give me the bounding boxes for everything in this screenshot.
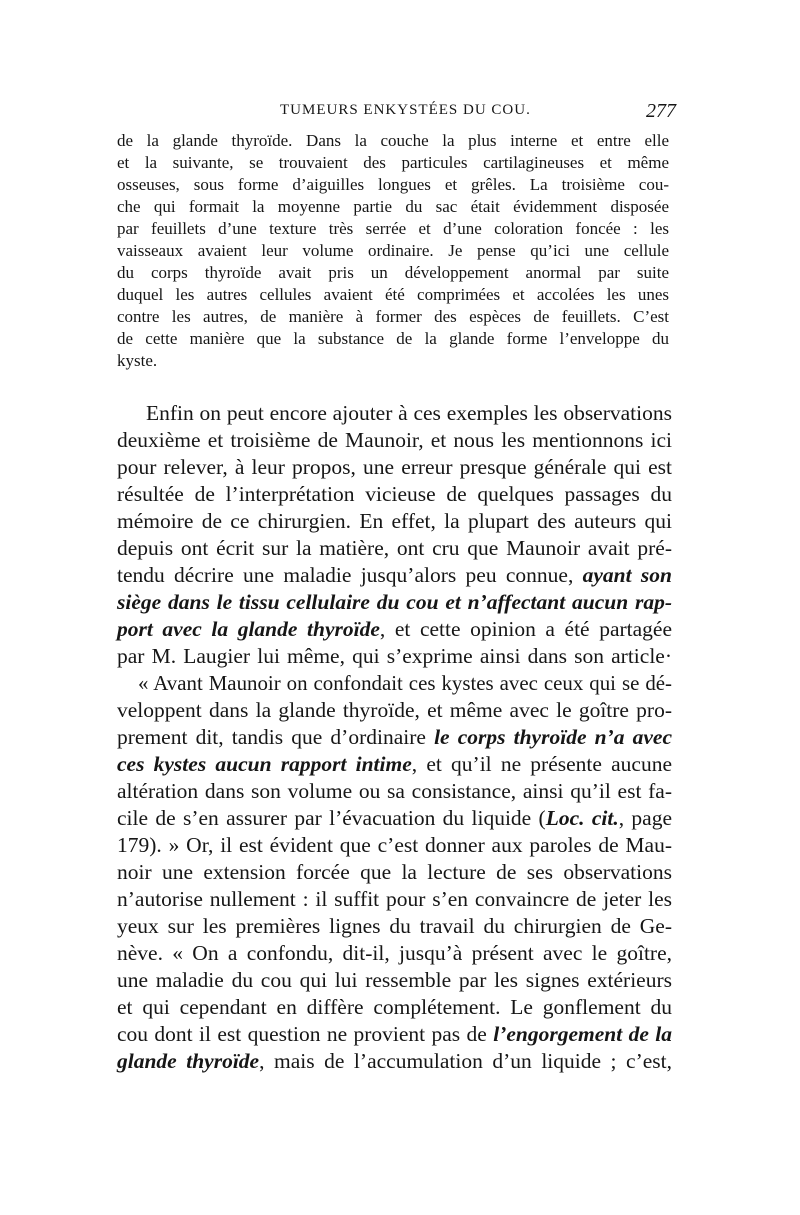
text-run: « Avant Maunoir on confondait ces kystes avec ceux qui se dé- xyxy=(138,671,672,695)
emphasis-run: siège dans le tissu cellulaire du cou et n’affectant aucun rap- xyxy=(117,590,672,614)
text-line: de la glande thyroïde. Dans la couche la plus interne et entre elle xyxy=(117,131,669,150)
text-line xyxy=(146,400,672,427)
text-line xyxy=(117,751,672,778)
text-run: depuis ont écrit sur la matière, ont cru que Maunoir avait pré- xyxy=(117,536,672,560)
emphasis-run: Loc. cit. xyxy=(545,806,619,830)
text-line xyxy=(117,994,672,1021)
text-line: du corps thyroïde avait pris un développement anormal par suite xyxy=(117,263,669,282)
text-line: et la suivante, se trouvaient des particules cartilagineuses et même xyxy=(117,153,669,172)
text-line: duquel les autres cellules avaient été comprimées et accolées les unes xyxy=(117,285,669,304)
text-line: par feuillets d’une texture très serrée et d’une coloration foncée : les xyxy=(117,219,669,238)
text-run: , et cette opinion a été partagée xyxy=(379,617,672,641)
text-line xyxy=(117,481,672,508)
text-run: deuxième et troisième de Maunoir, et nous les mentionnons ici xyxy=(117,428,672,452)
text-line xyxy=(117,832,672,859)
text-line xyxy=(117,913,672,940)
text-run: veloppent dans la glande thyroïde, et même avec le goître pro- xyxy=(117,698,672,722)
text-run: n’autorise nullement : il suffit pour s’en convaincre de jeter les xyxy=(117,887,672,911)
text-run: yeux sur les premières lignes du travail du chirurgien de Ge- xyxy=(117,914,672,938)
text-run: et qui cependant en diffère complétement. Le gonflement du xyxy=(117,995,672,1019)
text-line: contre les autres, de manière à former des espèces de feuillets. C’est xyxy=(117,307,669,326)
text-line: osseuses, sous forme d’aiguilles longues et grêles. La troisième cou- xyxy=(117,175,669,194)
text-line xyxy=(117,805,672,832)
text-line: vaisseaux avaient leur volume ordinaire. Je pense qu’ici une cellule xyxy=(117,241,669,260)
text-run: pour relever, à leur propos, une erreur presque générale qui est xyxy=(117,455,672,479)
emphasis-run: le corps thyroïde n’a avec xyxy=(434,725,672,749)
emphasis-run: glande thyroïde xyxy=(117,1049,260,1073)
text-run: cou dont il est question ne provient pas de xyxy=(117,1022,494,1046)
text-line xyxy=(117,643,672,670)
text-line xyxy=(117,778,672,805)
text-line xyxy=(117,724,672,751)
text-run: tendu décrire une maladie jusqu’alors peu connue, xyxy=(117,563,583,587)
emphasis-run: port avec la glande thyroïde xyxy=(117,617,380,641)
text-line: de cette manière que la substance de la glande forme l’enveloppe du xyxy=(117,329,669,348)
text-line xyxy=(117,940,672,967)
text-run: par M. Laugier lui même, qui s’exprime ainsi dans son article· xyxy=(117,644,672,668)
text-line xyxy=(117,589,672,616)
text-line xyxy=(117,859,672,886)
emphasis-run: ces kystes aucun rapport intime xyxy=(117,752,412,776)
text-run: résultée de l’interprétation vicieuse de quelques passages du xyxy=(117,482,672,506)
running-head: TUMEURS ENKYSTÉES DU COU. xyxy=(280,102,531,118)
page-header xyxy=(120,100,682,124)
text-run: prement dit, tandis que d’ordinaire xyxy=(117,725,435,749)
text-run: nève. « On a confondu, dit-il, jusqu’à présent avec le goître, xyxy=(117,941,672,965)
text-line: che qui formait la moyenne partie du sac était évidemment disposée xyxy=(117,197,669,216)
text-run: , mais de l’accumulation d’un liquide ; c’est, xyxy=(259,1049,672,1073)
text-line xyxy=(138,670,672,697)
emphasis-run: ayant son xyxy=(582,563,672,587)
text-run: , page xyxy=(618,806,673,830)
text-line xyxy=(117,616,672,643)
text-run: une maladie du cou qui lui ressemble par les signes extérieurs xyxy=(117,968,672,992)
text-run: altération dans son volume ou sa consistance, ainsi qu’il est fa- xyxy=(117,779,672,803)
text-line: kyste. xyxy=(117,351,158,370)
text-line xyxy=(117,562,672,589)
text-line xyxy=(117,427,672,454)
text-run: , et qu’il ne présente aucune xyxy=(411,752,672,776)
text-line xyxy=(117,967,672,994)
text-run: noir une extension forcée que la lecture de ses observations xyxy=(117,860,672,884)
text-line xyxy=(117,535,672,562)
text-line xyxy=(117,508,672,535)
text-line xyxy=(117,886,672,913)
page-number: 277 xyxy=(646,100,676,122)
text-run: mémoire de ce chirurgien. En effet, la plupart des auteurs qui xyxy=(117,509,672,533)
text-line xyxy=(117,454,672,481)
text-line xyxy=(117,1021,672,1048)
text-line xyxy=(117,697,672,724)
text-run: cile de s’en assurer par l’évacuation du liquide ( xyxy=(117,806,546,830)
text-line xyxy=(117,1048,672,1075)
text-run: Enfin on peut encore ajouter à ces exemples les observations xyxy=(146,401,672,425)
emphasis-run: l’engorgement de la xyxy=(493,1022,672,1046)
text-run: 179). » Or, il est évident que c’est donner aux paroles de Mau- xyxy=(117,833,672,857)
